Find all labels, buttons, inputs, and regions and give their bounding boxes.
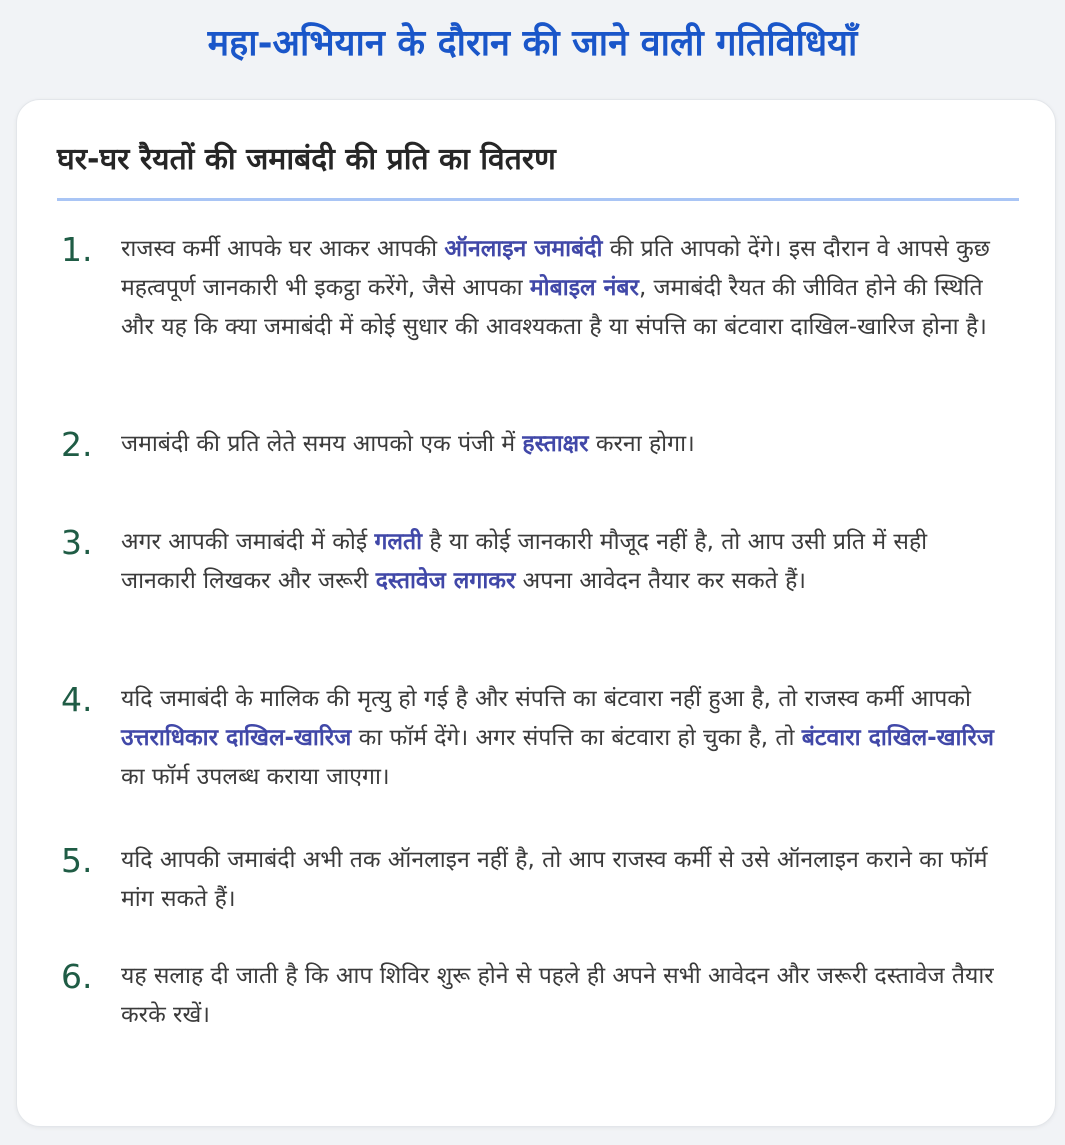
activity-card bbox=[16, 99, 1056, 1127]
card-title: घर-घर रैयतों की जमाबंदी की प्रति का वितरण bbox=[57, 142, 556, 177]
step-number: 2. bbox=[61, 425, 93, 464]
step-number: 3. bbox=[61, 523, 93, 562]
step-text: यह सलाह दी जाती है कि आप शिविर शुरू होने से पहले ही अपने सभी आवेदन और जरूरी दस्तावेज तैयार करके रखें। bbox=[121, 963, 994, 1028]
step-text: यदि जमाबंदी के मालिक की मृत्यु हो गई है और संपत्ति का बंटवारा नहीं हुआ है, तो राजस्व कर्मी आपको उत्तराधिकार दाखिल-खारिज का फॉर्म देंगे। अगर संपत्ति का बंटवारा हो चुका है, तो बंटवारा दाखिल-खारिज का फॉर्म उपलब्ध कराया जाएगा। bbox=[121, 686, 994, 790]
highlight-text: हस्ताक्षर bbox=[522, 431, 589, 457]
step-text: जमाबंदी की प्रति लेते समय आपको एक पंजी में हस्ताक्षर करना होगा। bbox=[121, 431, 695, 457]
step-number: 6. bbox=[61, 957, 93, 996]
step-text: अगर आपकी जमाबंदी में कोई गलती है या कोई जानकारी मौजूद नहीं है, तो आप उसी प्रति में सही जानकारी लिखकर और जरूरी दस्तावेज लगाकर अपना आवेदन तैयार कर सकते हैं। bbox=[121, 529, 928, 594]
highlight-text: दस्तावेज लगाकर bbox=[375, 568, 516, 594]
step-text: यदि आपकी जमाबंदी अभी तक ऑनलाइन नहीं है, तो आप राजस्व कर्मी से उसे ऑनलाइन कराने का फॉर्म मांग सकते हैं। bbox=[121, 847, 988, 912]
page-title: महा-अभियान के दौरान की जाने वाली गतिविधियाँ bbox=[207, 23, 858, 64]
title-divider bbox=[57, 198, 1019, 201]
step-number: 5. bbox=[61, 841, 93, 880]
highlight-text: ऑनलाइन जमाबंदी bbox=[444, 236, 603, 262]
highlight-text: उत्तराधिकार दाखिल-खारिज bbox=[121, 725, 352, 751]
step-number: 1. bbox=[61, 230, 93, 269]
highlight-text: मोबाइल नंबर bbox=[529, 275, 639, 301]
step-text: राजस्व कर्मी आपके घर आकर आपकी ऑनलाइन जमाबंदी की प्रति आपको देंगे। इस दौरान वे आपसे कुछ महत्वपूर्ण जानकारी भी इकट्ठा करेंगे, जैसे आपका मोबाइल नंबर, जमाबंदी रैयत की जीवित होने की स्थिति और यह कि क्या जमाबंदी में कोई सुधार की आवश्यकता है या संपत्ति का बंटवारा दाखिल-खारिज होना है। bbox=[121, 236, 990, 340]
highlight-text: गलती bbox=[374, 529, 423, 555]
highlight-text: बंटवारा दाखिल-खारिज bbox=[801, 725, 994, 751]
step-number: 4. bbox=[61, 680, 93, 719]
